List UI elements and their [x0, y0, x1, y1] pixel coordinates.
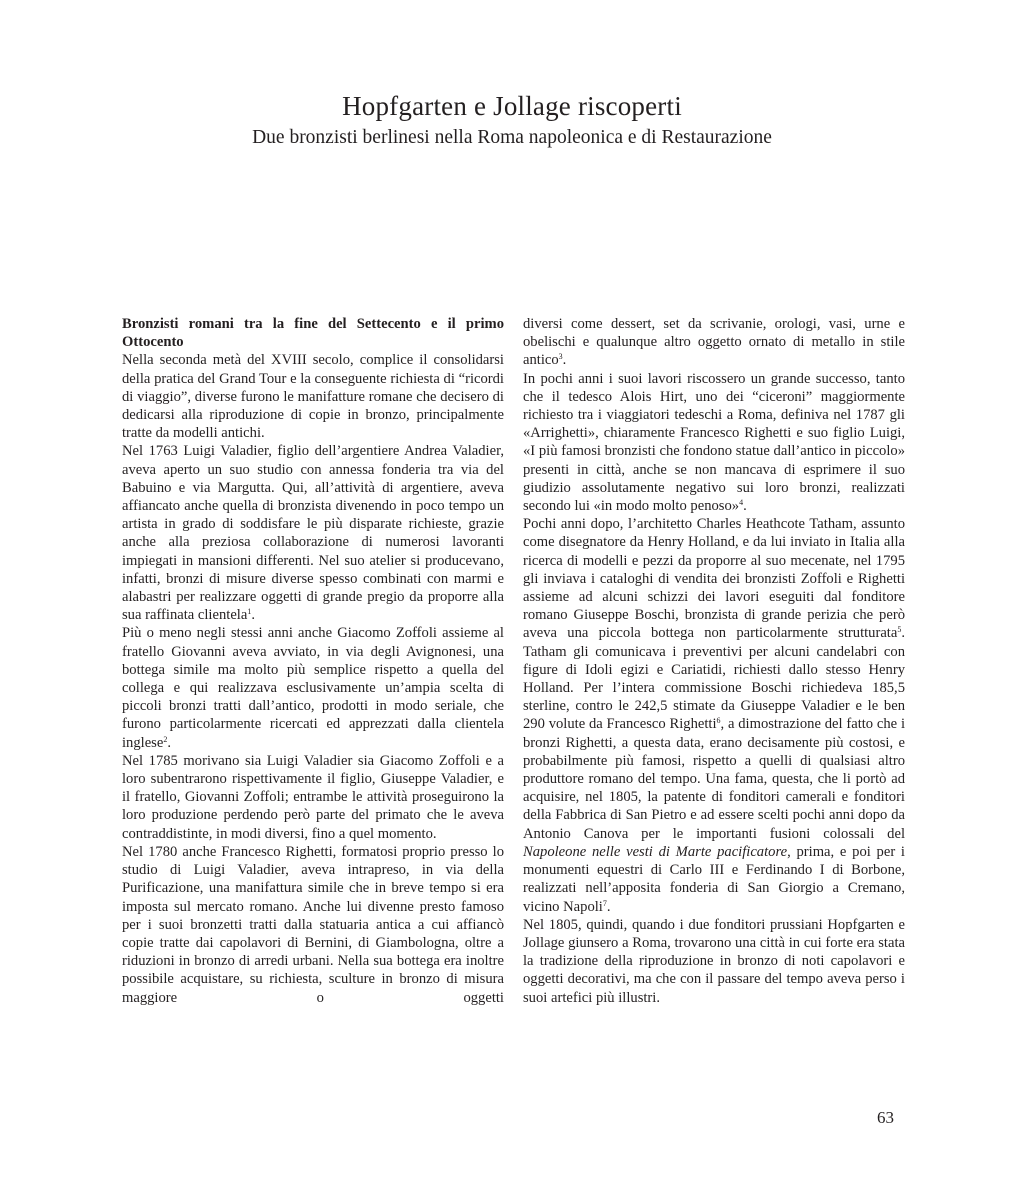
footnote-ref[interactable]: 1	[247, 607, 252, 617]
left-column	[122, 315, 504, 1007]
paragraph: Pochi anni dopo, l’architetto Charles Heathcote Tatham, assunto come disegnatore da Henry Holland, e da lui inviato in Italia alla ricerca di modelli e pezzi da proporre al suo mecenate, nel 1795 gli inviava i cataloghi di vendita dei bronzisti Zoffoli e Righetti assieme ad alcuni schizzi dei lavori eseguiti dal fonditore romano Giuseppe Boschi, bronzista di grande perizia che però aveva una piccola bottega non particolarmente strutturata$^5$. Tatham gli comunicava i preventivi per alcuni candelabri con figure di Idoli egizi e Cariatidi, richiesti dallo stesso Henry Holland. Per l’intera commissione Boschi richiedeva 185,5 sterline, contro le 242,5 stimate da Giuseppe Valadier e le ben 290 volute da Francesco Righetti$^6$, a dimostrazione del fatto che i bronzi Righetti, a questa data, erano decisamente più costosi, e probabilmente più famosi, rispetto a quelli di qualsiasi altro produttore romano del tempo. Una fama, questa, che li portò ad acquisire, nel 1805, la patente di fonditori camerali e fonditori della Fabbrica di San Pietro e ad essere scelti pochi anni dopo da Antonio Canova per le importanti fusioni colossali del Napoleone nelle vesti di Marte pacificatore, prima, e poi per i monumenti equestri di Carlo III e Ferdinando I di Borbone, realizzati nell’apposita fonderia di San Giorgio a Cremano, vicino Napoli$^7$.	[523, 516, 906, 915]
footnote-ref[interactable]: 2	[163, 734, 168, 744]
section-heading: Bronzisti romani tra la fine del Settecento e il primo Ottocento	[122, 316, 504, 351]
right-column	[523, 315, 905, 1007]
article-title: Hopfgarten e Jollage riscoperti	[342, 91, 682, 121]
footnote-ref[interactable]: 6	[716, 716, 721, 726]
paragraph: Più o meno negli stessi anni anche Giacomo Zoffoli assieme al fratello Giovanni aveva avviato, in via degli Avignonesi, una bottega simile ma molto più semplice rispetto a quella del collega e qui realizzava esclusivamente un’ampia scelta di piccoli bronzi tratti dall’antico, prodotti in modo seriale, che furono particolarmente ricercati ed apprezzati dalla clientela inglese$^2$.	[122, 625, 504, 751]
paragraph: Nel 1785 morivano sia Luigi Valadier sia Giacomo Zoffoli e a loro subentrarono rispettivamente il figlio, Giuseppe Valadier, e il fratello, Giovanni Zoffoli; entrambe le attività proseguirono la loro produzione perdendo però parte del primato che le aveva contraddistinte, in modi diversi, fino a quel momento.	[122, 752, 504, 842]
footnote-ref[interactable]: 5	[897, 625, 902, 635]
paragraph: Nel 1763 Luigi Valadier, figlio dell’argentiere Andrea Valadier, aveva aperto un suo studio con annessa fonderia tra via del Babuino e via Margutta. Qui, all’attività di argentiere, aveva affiancato anche quella di bronzista divenendo in poco tempo un artista in grado di soddisfare le più disparate richieste, grazie anche alla preziosa collaborazione di numerosi lavoranti impiegati in mansioni differenti. Nel suo atelier si producevano, infatti, bronzi di misure diverse spesso combinati con marmi e alabastri per realizzare oggetti di grande pregio da proporre alla sua raffinata clientela$^1$.	[122, 443, 504, 624]
footnote-ref[interactable]: 7	[602, 898, 607, 908]
page-header	[0, 90, 1024, 151]
footnote-ref[interactable]: 3	[558, 352, 563, 362]
page-number: 63	[877, 1108, 894, 1127]
paragraph: diversi come dessert, set da scrivanie, orologi, vasi, urne e obelischi e qualunque altro oggetto ornato di metallo in stile antico$^3$.	[523, 316, 905, 369]
paragraph: Nella seconda metà del XVIII secolo, complice il consolidarsi della pratica del Grand Tour e la conseguente richiesta di “ricordi di viaggio”, diverse furono le manifatture romane che decisero di dedicarsi alla riproduzione di copie in bronzo, principalmente tratte da modelli antichi.	[122, 352, 504, 442]
article-subtitle: Due bronzisti berlinesi nella Roma napoleonica e di Restaurazione	[252, 127, 772, 148]
paragraph: In pochi anni i suoi lavori riscossero un grande successo, tanto che il tedesco Alois Hirt, uno dei “ciceroni” maggiormente richiesto tra i viaggiatori tedeschi a Roma, definiva nel 1787 gli «Arrighetti», chiaramente Francesco Righetti e suo figlio Luigi, «I più famosi bronzisti che fondono statue dall’antico in piccolo» presenti in città, anche se non mancava di esprimere il suo giudizio assolutamente negativo sui loro bronzi, realizzati secondo lui «in modo molto penoso»$^4$.	[523, 370, 905, 515]
footnote-ref[interactable]: 4	[739, 498, 744, 508]
artwork-title: Napoleone nelle vesti di Marte pacificatore	[523, 843, 788, 860]
paragraph: Nel 1805, quindi, quando i due fonditori prussiani Hopfgarten e Jollage giunsero a Roma, trovarono una città in cui forte era stata la tradizione della riproduzione in bronzo di noti capolavori e oggetti decorativi, ma che con il passare del tempo aveva perso i suoi artefici più illustri.	[523, 916, 905, 1006]
paragraph: Nel 1780 anche Francesco Righetti, formatosi proprio presso lo studio di Luigi Valadier, aveva intrapreso, in via della Purificazione, una manifattura simile che in breve tempo si era imposta sul mercato romano. Anche lui divenne presto famoso per i suoi bronzetti tratti dalla statuaria antica a cui affiancò copie tratte dai capolavori di Bernini, di Giambologna, oltre a riduzioni in bronzo di arredi urbani. Nella sua bottega era inoltre possibile acquistare, su richiesta, sculture in bronzo di misura maggiore o oggetti	[122, 843, 504, 1006]
